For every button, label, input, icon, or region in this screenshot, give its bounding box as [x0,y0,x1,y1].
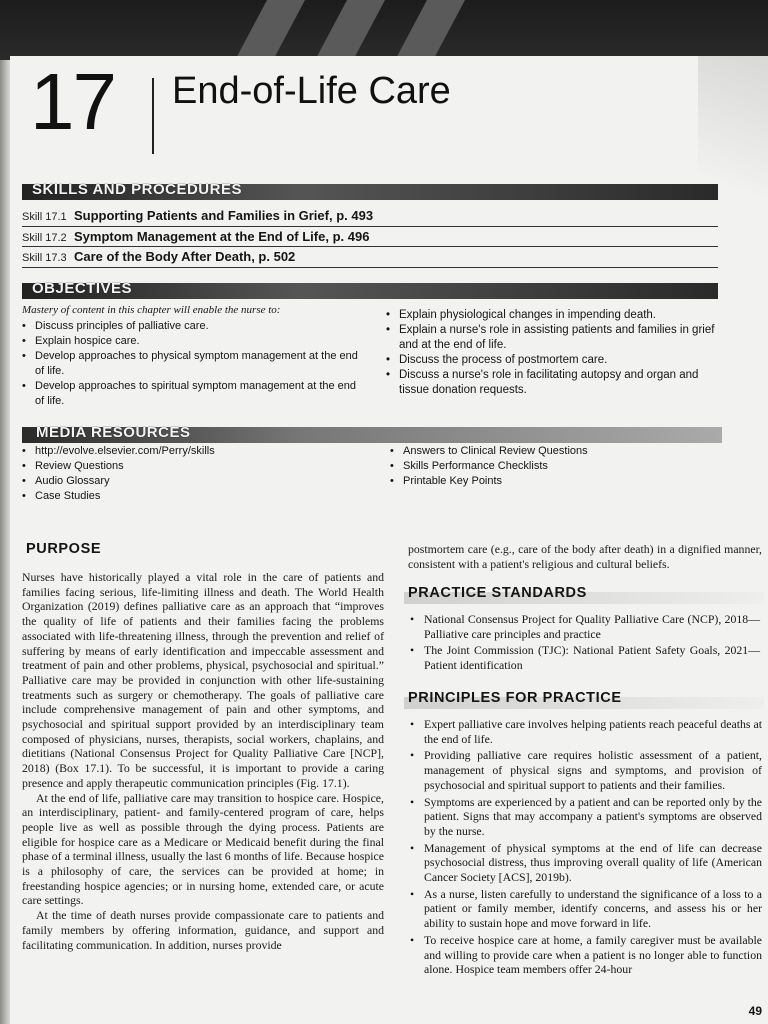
principles-list [404,717,762,979]
list-item: • Symptoms are experienced by a patient and can be reported only by the patient. Signs that may accompany a patient's symptoms are observed by the nurse. [404,795,762,839]
media-left-list [22,444,362,504]
principles-heading: PRINCIPLES FOR PRACTICE [408,690,622,706]
objectives-right-list [386,308,726,398]
list-item: • Answers to Clinical Review Questions [390,444,730,459]
media-heading: MEDIA RESOURCES [36,424,191,441]
list-item: • Skills Performance Checklists [390,459,730,474]
skill-name: Care of the Body After Death, p. 502 [74,249,296,264]
skill-number: Skill 17.3 [22,252,67,264]
practice-standards-heading: PRACTICE STANDARDS [408,585,587,601]
objectives-left-list [22,319,362,409]
chapter-number: 17 [30,57,115,146]
list-item: • Audio Glossary [22,474,362,489]
objectives-heading: OBJECTIVES [32,280,133,297]
list-item: • As a nurse, listen carefully to understand the significance of a loss to a patient or family member, identify concerns, and assess his or her ability to sustain hope and move forward in life. [404,887,762,931]
divider [22,267,718,268]
list-item: • Develop approaches to physical symptom management at the end of life. [22,349,362,379]
list-item: • Develop approaches to spiritual symptom management at the end of life. [22,379,362,409]
list-item: • Management of physical symptoms at the end of life can decrease psychosocial distress, thus improving overall quality of life (American Cancer Society [ACS], 2019b). [404,841,762,885]
list-item: • Discuss principles of palliative care. [22,319,362,334]
list-item: • Providing palliative care requires holistic assessment of a patient, management of physical signs and symptoms, and provision of psychosocial and spiritual support to patients and their families. [404,748,762,792]
purpose-body [22,570,384,952]
practice-standards-list [404,612,760,675]
page-curl-shade [698,56,768,276]
list-item: • Discuss a nurse's role in facilitating autopsy and organ and tissue donation requests. [386,368,726,398]
list-item: • Explain physiological changes in impending death. [386,308,726,323]
media-right-list [390,444,730,489]
paragraph: At the time of death nurses provide compassionate care to patients and family members by offering information, guidance, and support and facilitating communication. In addition, nurses provide [22,908,384,952]
skills-heading: SKILLS AND PROCEDURES [32,181,242,198]
list-item: • Explain hospice care. [22,334,362,349]
chapter-title: End-of-Life Care [172,70,451,112]
list-item: • The Joint Commission (TJC): National Patient Safety Goals, 2021—Patient identification [404,643,760,672]
divider [22,246,718,247]
skill-number: Skill 17.1 [22,211,67,223]
chapter-divider [152,78,154,154]
list-item: • National Consensus Project for Quality Palliative Care (NCP), 2018—Palliative care principles and practice [404,612,760,641]
skill-row [22,249,295,264]
skill-name: Supporting Patients and Families in Grief, p. 493 [74,208,374,223]
objectives-intro: Mastery of content in this chapter will enable the nurse to: [22,304,281,316]
skill-number: Skill 17.2 [22,232,67,244]
list-item: • Printable Key Points [390,474,730,489]
purpose-heading: PURPOSE [26,541,102,557]
purpose-continued: postmortem care (e.g., care of the body after death) in a dignified manner, consistent with a patient's religious and cultural beliefs. [408,542,762,571]
divider [22,226,718,227]
list-item: • Case Studies [22,489,362,504]
paragraph: At the end of life, palliative care may transition to hospice care. Hospice, an interdisciplinary, patient- and family-centered program of care, helps people live as well as possible through the dying process. Patients are eligible for hospice care as a Medicare or Medicaid benefit during the final phase of a terminal illness, usually the last 6 months of life. Because hospice is a philosophy of care, the services can be provided at home; in freestanding hospice agencies; or in nursing home, extended care, or acute care settings. [22,790,385,908]
evolve-link[interactable]: • http://evolve.elsevier.com/Perry/skills [22,444,362,459]
photo-background-top [0,0,768,64]
list-item: • Review Questions [22,459,362,474]
skill-name: Symptom Management at the End of Life, p. 496 [74,229,370,244]
list-item: • Explain a nurse's role in assisting patients and families in grief and at the end of life. [386,323,726,353]
list-item: • To receive hospice care at home, a family caregiver must be available and willing to provide care when a patient is no longer able to function alone. Hospice team members offer 24-hour [404,933,762,977]
page-number: 49 [748,1004,762,1018]
skill-row [22,229,369,244]
paragraph: Nurses have historically played a vital role in the care of patients and families facing serious, life-limiting illness and death. The World Health Organization (2019) defines palliative care as an approach that “improves the quality of life of patients and their families facing the problems associated with life-threatening illness, through the prevention and relief of suffering by means of early identification and impeccable assessment and treatment of pain and other problems, physical, psychosocial and spiritual.” Palliative care may be provided in conjunction with other life-sustaining treatments such as surgery or chemotherapy. The goals of palliative care include comprehensive management of pain and other symptoms, and psychosocial and spiritual support provided by an interdisciplinary team composed of physicians, nurses, therapists, social workers, chaplains, and dietitians (National Consensus Project for Quality Palliative Care [NCP], 2018) (Box 17.1). To be successful, it is important to provide a caring presence and apply therapeutic communication principles (Fig. 17.1). [22,570,384,790]
skill-row [22,208,373,223]
list-item: • Expert palliative care involves helping patients reach peaceful deaths at the end of life. [404,717,762,746]
list-item: • Discuss the process of postmortem care. [386,353,726,368]
